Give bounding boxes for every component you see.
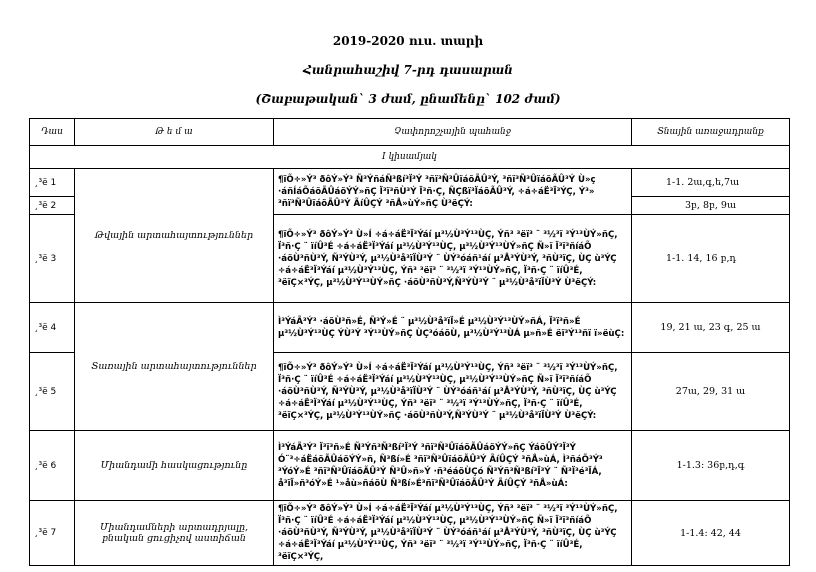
section-row xyxy=(30,146,790,169)
column-header-requirements: Չափորոշչային պահանջ xyxy=(274,119,632,146)
lesson-number: ¸³ë 2 xyxy=(30,197,75,215)
document-hours: (Շաբաթական` 3 ժամ, ընամենը` 102 ժամ) xyxy=(255,92,561,106)
requirement-cell: Ì³ÝáÃ³Ý³ ·áõÙ³ñ»É, Ñ³Ý»É ¨ µ³½Ù³å³ïÏ»É µ³½Ù³Ý¹³ÙÝ»ñÁ, Ï³ï³ñ»É µ³½Ù³Ý¹³ÙÇ ÝÙ³Ý ³Ý¹³ÙÝ»ñÇ ÙÇ³óáõÙ, µ³½Ù³Ý¹³ÙÁ µ»ñ»É ëï³Ý¹³ñï ï»ëùÇ: xyxy=(274,303,632,353)
requirement-cell: ¶ïÕ÷»Ý³ ðôÝ»Ý³ Ñ³ÝñáÑ³ßí³Ï³Ý ³ñï³Ñ³ÛïáõÃÛ³Ý, ³ñï³Ñ³ÛïáõÃÛ³Ý Ù»ç ·áñÍáÕáõÃÛáõÝÝ»ñÇ Ï³ï³ñÙ³Ý Ï³ñ·Ç, ÑÇßï³ÏáõÃÛ³Ý, ÷á÷áË³Ï³ÝÇ, Ý³» ³ñï³Ñ³ÛïáõÃÛ³Ý ÃíÛÇÝ ³ñÅ»ùÝ»ñÇ Ù³ëÇÝ: xyxy=(274,169,632,215)
requirement-cell: Ì³ÝáÃ³Ý³ Ï³ï³ñ»É Ñ³Ýñ³Ñ³ßí³Ï³Ý ³ñï³Ñ³ÛïáõÃÛáõÝÝ»ñÇ ÝáõÛÝ³Ï³Ý Ó¨³÷áËáõÃÛáõÝÝ»ñ, Ñ³ßí»É ³ñï³Ñ³ÛïáõÃÛ³Ý ÃíÛÇÝ ³ñÅ»ùÁ, Ì³ñáÕ³Ý³ ³ÝóÝ»É ³ñï³Ñ³ÛïáõÃÛ³Ý Ñ³Û»ñ»Ý ·ñ³éáõÙÇó Ñ³Ýñ³Ñ³ßí³Ï³Ý ¨ Ñ³Ï³é³ÏÁ, å³ïÏ»ñ³óÝ»É ¹»åù»ñáõÙ Ñ³ßí»É³ñï³Ñ³ÛïáõÃÛ³Ý ÃíÛÇÝ ³ñÅ»ùÁ: xyxy=(274,431,632,501)
lesson-number: ¸³ë 1 xyxy=(30,169,75,197)
homework-cell: 19, 21 ա, 23 գ, 25 ա xyxy=(632,303,790,353)
homework-cell: 1-1. 14, 16 բ,դ xyxy=(632,215,790,303)
lesson-number: ¸³ë 3 xyxy=(30,215,75,303)
theme-cell: Թվային արտահայտություններ xyxy=(75,169,274,303)
lesson-number: ¸³ë 7 xyxy=(30,501,75,566)
theme-cell: Միանդամների արտադրյալը, բնական ցուցիչով աստիճան xyxy=(75,501,274,566)
requirement-cell: ¶ïÕ÷»Ý³ ðôÝ»Ý³ Ù»Í ÷á÷áË³Ï³Ýáí µ³½Ù³Ý¹³ÙÇ, Ýñ³ ³ëï³ ¨ ³½³ï ³Ý¹³ÙÝ»ñÇ, Ï³ñ·Ç ¨ ïíÛ³É ÷á÷áË³Ï³Ýáí µ³½Ù³Ý¹³ÙÇ, µ³½Ù³Ý¹³ÙÝ»ñÇ Ñ»ï Ï³ï³ñíáÕ ·áõÙ³ñÙ³Ý, Ñ³ÝÙ³Ý, µ³½Ù³å³ïÏÙ³Ý ¨ ÙÝ³óáñ¹áí µ³Å³ÝÙ³Ý, ³ñÙ³ïÇ, ÙÇ ù³ÝÇ ÷á÷áË³Ï³Ýáí µ³½Ù³Ý¹³ÙÇ, Ýñ³ ³ëï³ ¨ ³½³ï ³Ý¹³ÙÝ»ñÇ, Ï³ñ·Ç ¨ ïíÛ³É, ³ëïÇ×³ÝÇ, µ³½Ù³Ý¹³ÙÝ»ñÇ ·áõÙ³ñÙ³Ý,Ñ³ÝÙ³Ý ¨ µ³½Ù³å³ïÏÙ³Ý Ù³ëÇÝ: xyxy=(274,215,632,303)
homework-cell: 1-1. 2ա,գ,ե,7ա xyxy=(632,169,790,197)
requirement-cell: ¶ïÕ÷»Ý³ ðôÝ»Ý³ Ù»Í ÷á÷áË³Ï³Ýáí µ³½Ù³Ý¹³ÙÇ, Ýñ³ ³ëï³ ¨ ³½³ï ³Ý¹³ÙÝ»ñÇ, Ï³ñ·Ç ¨ ïíÛ³É ÷á÷áË³Ï³Ýáí µ³½Ù³Ý¹³ÙÇ, µ³½Ù³Ý¹³ÙÝ»ñÇ Ñ»ï Ï³ï³ñíáÕ ·áõÙ³ñÙ³Ý, Ñ³ÝÙ³Ý, µ³½Ù³å³ïÏÙ³Ý ¨ ÙÝ³óáñ¹áí µ³Å³ÝÙ³Ý, ³ñÙ³ïÇ, ÙÇ ù³ÝÇ ÷á÷áË³Ï³Ýáí µ³½Ù³Ý¹³ÙÇ, Ýñ³ ³ëï³ ¨ ³½³ï ³Ý¹³ÙÝ»ñÇ, Ï³ñ·Ç ¨ ïíÛ³É, ³ëïÇ×³ÝÇ, µ³½Ù³Ý¹³ÙÝ»ñÇ ·áõÙ³ñÙ³Ý,Ñ³ÝÙ³Ý ¨ µ³½Ù³å³ïÏÙ³Ý Ù³ëÇÝ: xyxy=(274,353,632,431)
table-row xyxy=(30,303,790,353)
document-year: 2019-2020 ուս. տարի xyxy=(332,34,484,48)
homework-cell: 1-1.3: 36բ,դ,գ xyxy=(632,431,790,501)
table-row xyxy=(30,169,790,197)
theme-cell: Միանդամի հասկացությունը xyxy=(75,431,274,501)
column-header-theme: Թ ե մ ա xyxy=(75,119,274,146)
theme-cell: Տառային արտահայտություններ xyxy=(75,303,274,431)
lesson-number: ¸³ë 5 xyxy=(30,353,75,431)
document-subject: Հանրահաշիվ 7-րդ դասարան xyxy=(303,63,513,77)
requirement-cell: ¶ïÕ÷»Ý³ ðôÝ»Ý³ Ù»Í ÷á÷áË³Ï³Ýáí µ³½Ù³Ý¹³ÙÇ, Ýñ³ ³ëï³ ¨ ³½³ï ³Ý¹³ÙÝ»ñÇ, Ï³ñ·Ç ¨ ïíÛ³É ÷á÷áË³Ï³Ýáí µ³½Ù³Ý¹³ÙÇ, µ³½Ù³Ý¹³ÙÝ»ñÇ Ñ»ï Ï³ï³ñíáÕ ·áõÙ³ñÙ³Ý, Ñ³ÝÙ³Ý, µ³½Ù³å³ïÏÙ³Ý ¨ ÙÝ³óáñ¹áí µ³Å³ÝÙ³Ý, ³ñÙ³ïÇ, ÙÇ ù³ÝÇ ÷á÷áË³Ï³Ýáí µ³½Ù³Ý¹³ÙÇ, Ýñ³ ³ëï³ ¨ ³½³ï ³Ý¹³ÙÝ»ñÇ, Ï³ñ·Ç ¨ ïíÛ³É, ³ëïÇ×³ÝÇ, xyxy=(274,501,632,566)
curriculum-table xyxy=(29,118,790,566)
homework-cell: 1-1.4: 42, 44 xyxy=(632,501,790,566)
table-row xyxy=(30,501,790,566)
section-title: I կիսամյակ xyxy=(30,146,790,169)
homework-cell: 3բ, 8բ, 9ա xyxy=(632,197,790,215)
table-row xyxy=(30,431,790,501)
lesson-number: ¸³ë 6 xyxy=(30,431,75,501)
column-header-lesson: Դաս xyxy=(30,119,75,146)
homework-cell: 27ա, 29, 31 ա xyxy=(632,353,790,431)
table-header-row xyxy=(30,119,790,146)
column-header-homework: Տնային առաջադրանք xyxy=(632,119,790,146)
lesson-number: ¸³ë 4 xyxy=(30,303,75,353)
